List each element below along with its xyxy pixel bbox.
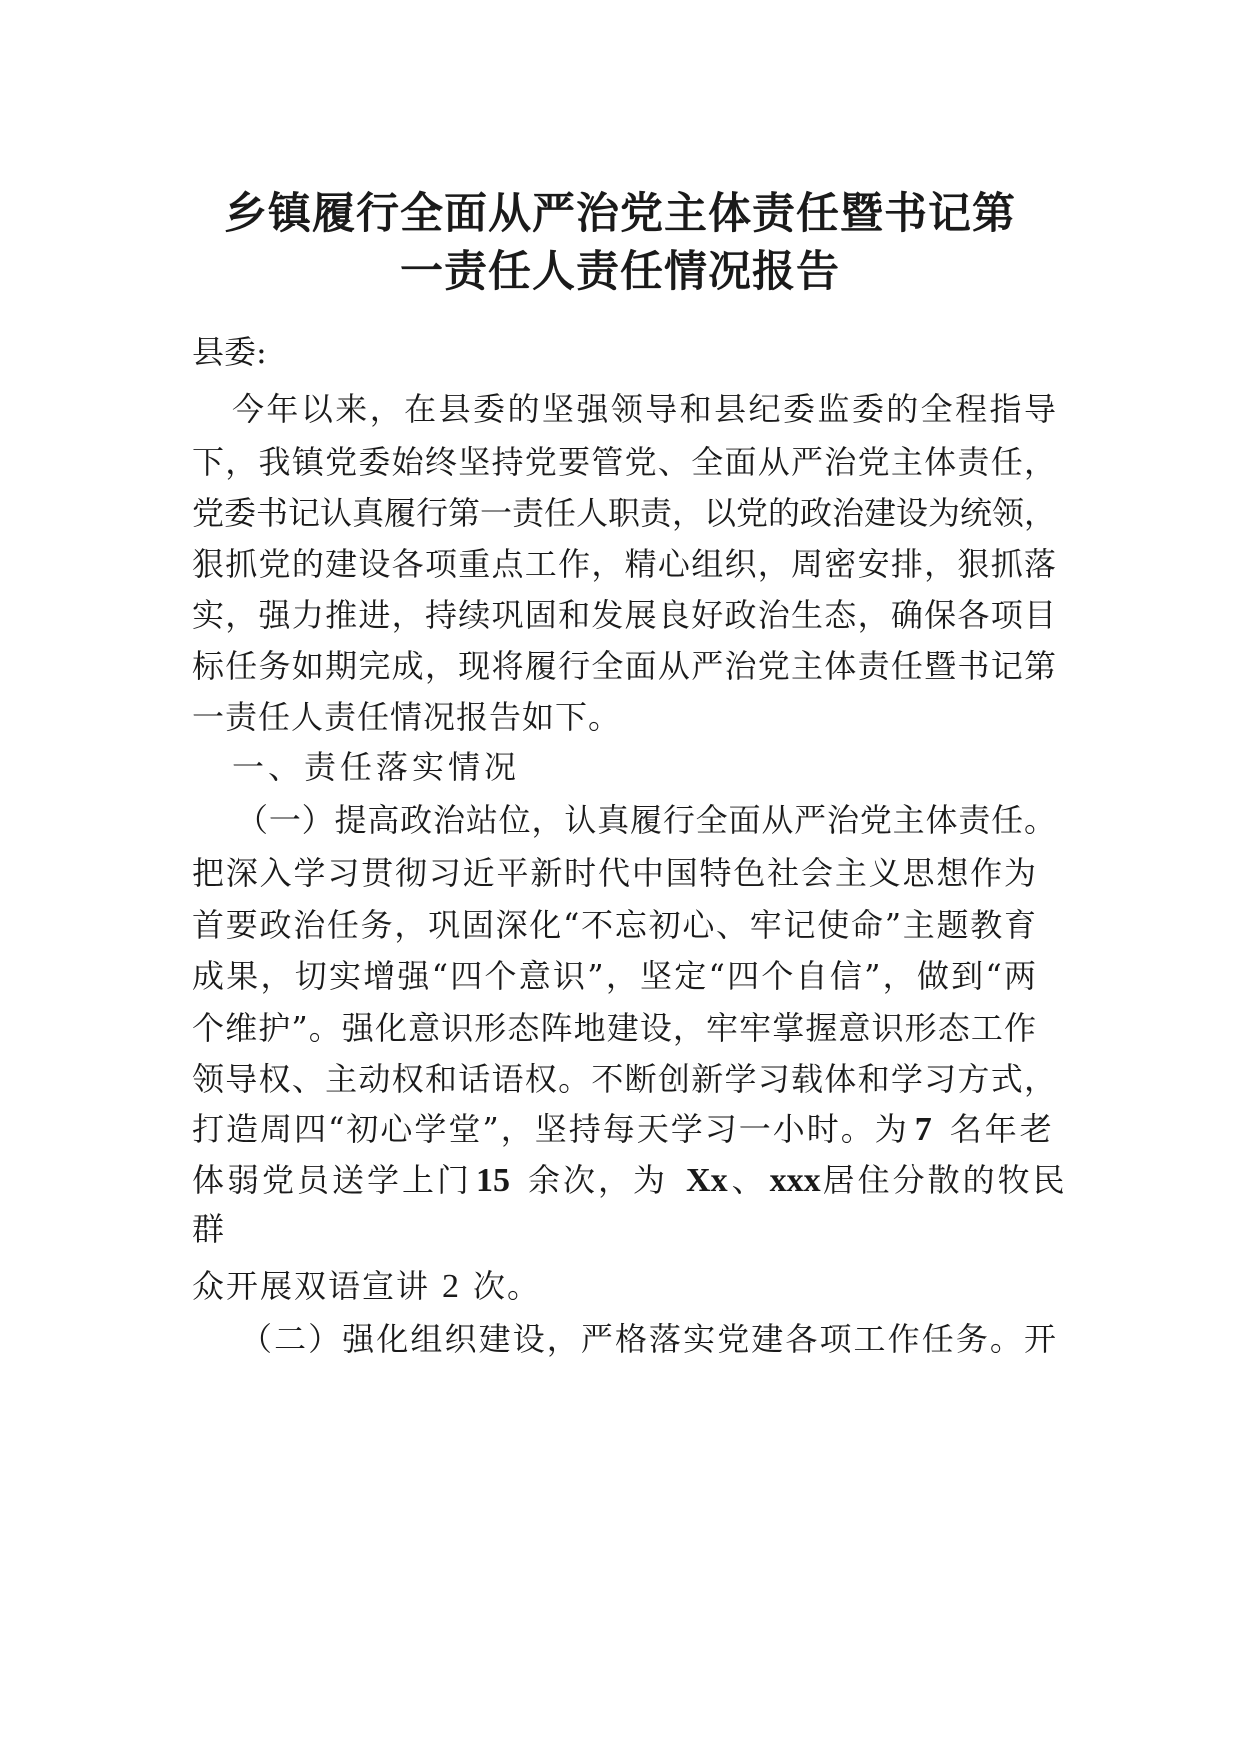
elderly-member-count: 7 xyxy=(914,1111,932,1148)
subsection-1-line-2: 把深入学习贯彻习近平新时代中国特色社会主义思想作为 xyxy=(192,854,1036,892)
intro-line-3: 党委书记认真履行第一责任人职责，以党的政治建设为统领， xyxy=(192,494,1057,532)
section-1-heading: 一、责任落实情况 xyxy=(232,748,521,786)
intro-line-1: 今年以来，在县委的坚强领导和县纪委监委的全程指导 xyxy=(232,390,1056,428)
subsection-1-line-8-text-c: 、 xyxy=(731,1161,764,1199)
subsection-1-line-10-text-b: 次。 xyxy=(473,1267,542,1305)
subsection-1-line-10-text-a: 众开展双语宣讲 xyxy=(192,1267,431,1305)
lecture-count: 2 xyxy=(442,1268,460,1305)
subsection-1-line-8-text-a: 体弱党员送学上门 xyxy=(192,1161,473,1199)
subsection-1-line-10 xyxy=(192,1267,542,1305)
intro-line-5: 实，强力推进，持续巩固和发展良好政治生态，确保各项目 xyxy=(192,596,1056,634)
subsection-1-line-8 xyxy=(192,1161,1068,1199)
placeholder-xx: Xx xyxy=(686,1162,728,1199)
subsection-1-line-9: 群 xyxy=(192,1210,225,1248)
salutation: 县委: xyxy=(192,333,267,371)
intro-line-6: 标任务如期完成，现将履行全面从严治党主体责任暨书记第 xyxy=(192,647,1056,685)
subsection-1-line-3: 首要政治任务，巩固深化“不忘初心、牢记使命”主题教育 xyxy=(192,906,1036,944)
subsection-1-line-5: 个维护”。强化意识形态阵地建设，牢牢掌握意识形态工作 xyxy=(192,1009,1036,1047)
intro-line-2: 下，我镇党委始终坚持党要管党、全面从严治党主体责任， xyxy=(192,443,1056,481)
intro-line-7: 一责任人责任情况报告如下。 xyxy=(192,698,622,736)
subsection-1-line-8-text-b: 余次，为 xyxy=(528,1161,669,1199)
document-title-line-2: 一责任人责任情况报告 xyxy=(400,247,840,297)
delivery-count: 15 xyxy=(476,1162,511,1199)
subsection-1-line-7-text: 打造周四“初心学堂”，坚持每天学习一小时。为 xyxy=(192,1110,909,1148)
subsection-1-line-8-text-d: 居住分散的牧民 xyxy=(822,1161,1068,1199)
intro-line-4: 狠抓党的建设各项重点工作，精心组织，周密安排，狠抓落 xyxy=(192,545,1056,583)
placeholder-xxx: xxx xyxy=(769,1162,821,1199)
document-title-line-1: 乡镇履行全面从严治党主体责任暨书记第 xyxy=(224,189,1016,239)
subsection-1-line-1: （一）提高政治站位，认真履行全面从严治党主体责任。 xyxy=(236,801,1056,839)
subsection-1-line-4: 成果，切实增强“四个意识”，坚定“四个自信”，做到“两 xyxy=(192,957,1036,995)
subsection-1-line-7-tail: 名年老 xyxy=(949,1110,1055,1148)
subsection-2-line-1: （二）强化组织建设，严格落实党建各项工作任务。开 xyxy=(240,1320,1056,1358)
subsection-1-line-6: 领导权、主动权和话语权。不断创新学习载体和学习方式， xyxy=(192,1060,1056,1098)
subsection-1-line-7 xyxy=(192,1110,1056,1148)
